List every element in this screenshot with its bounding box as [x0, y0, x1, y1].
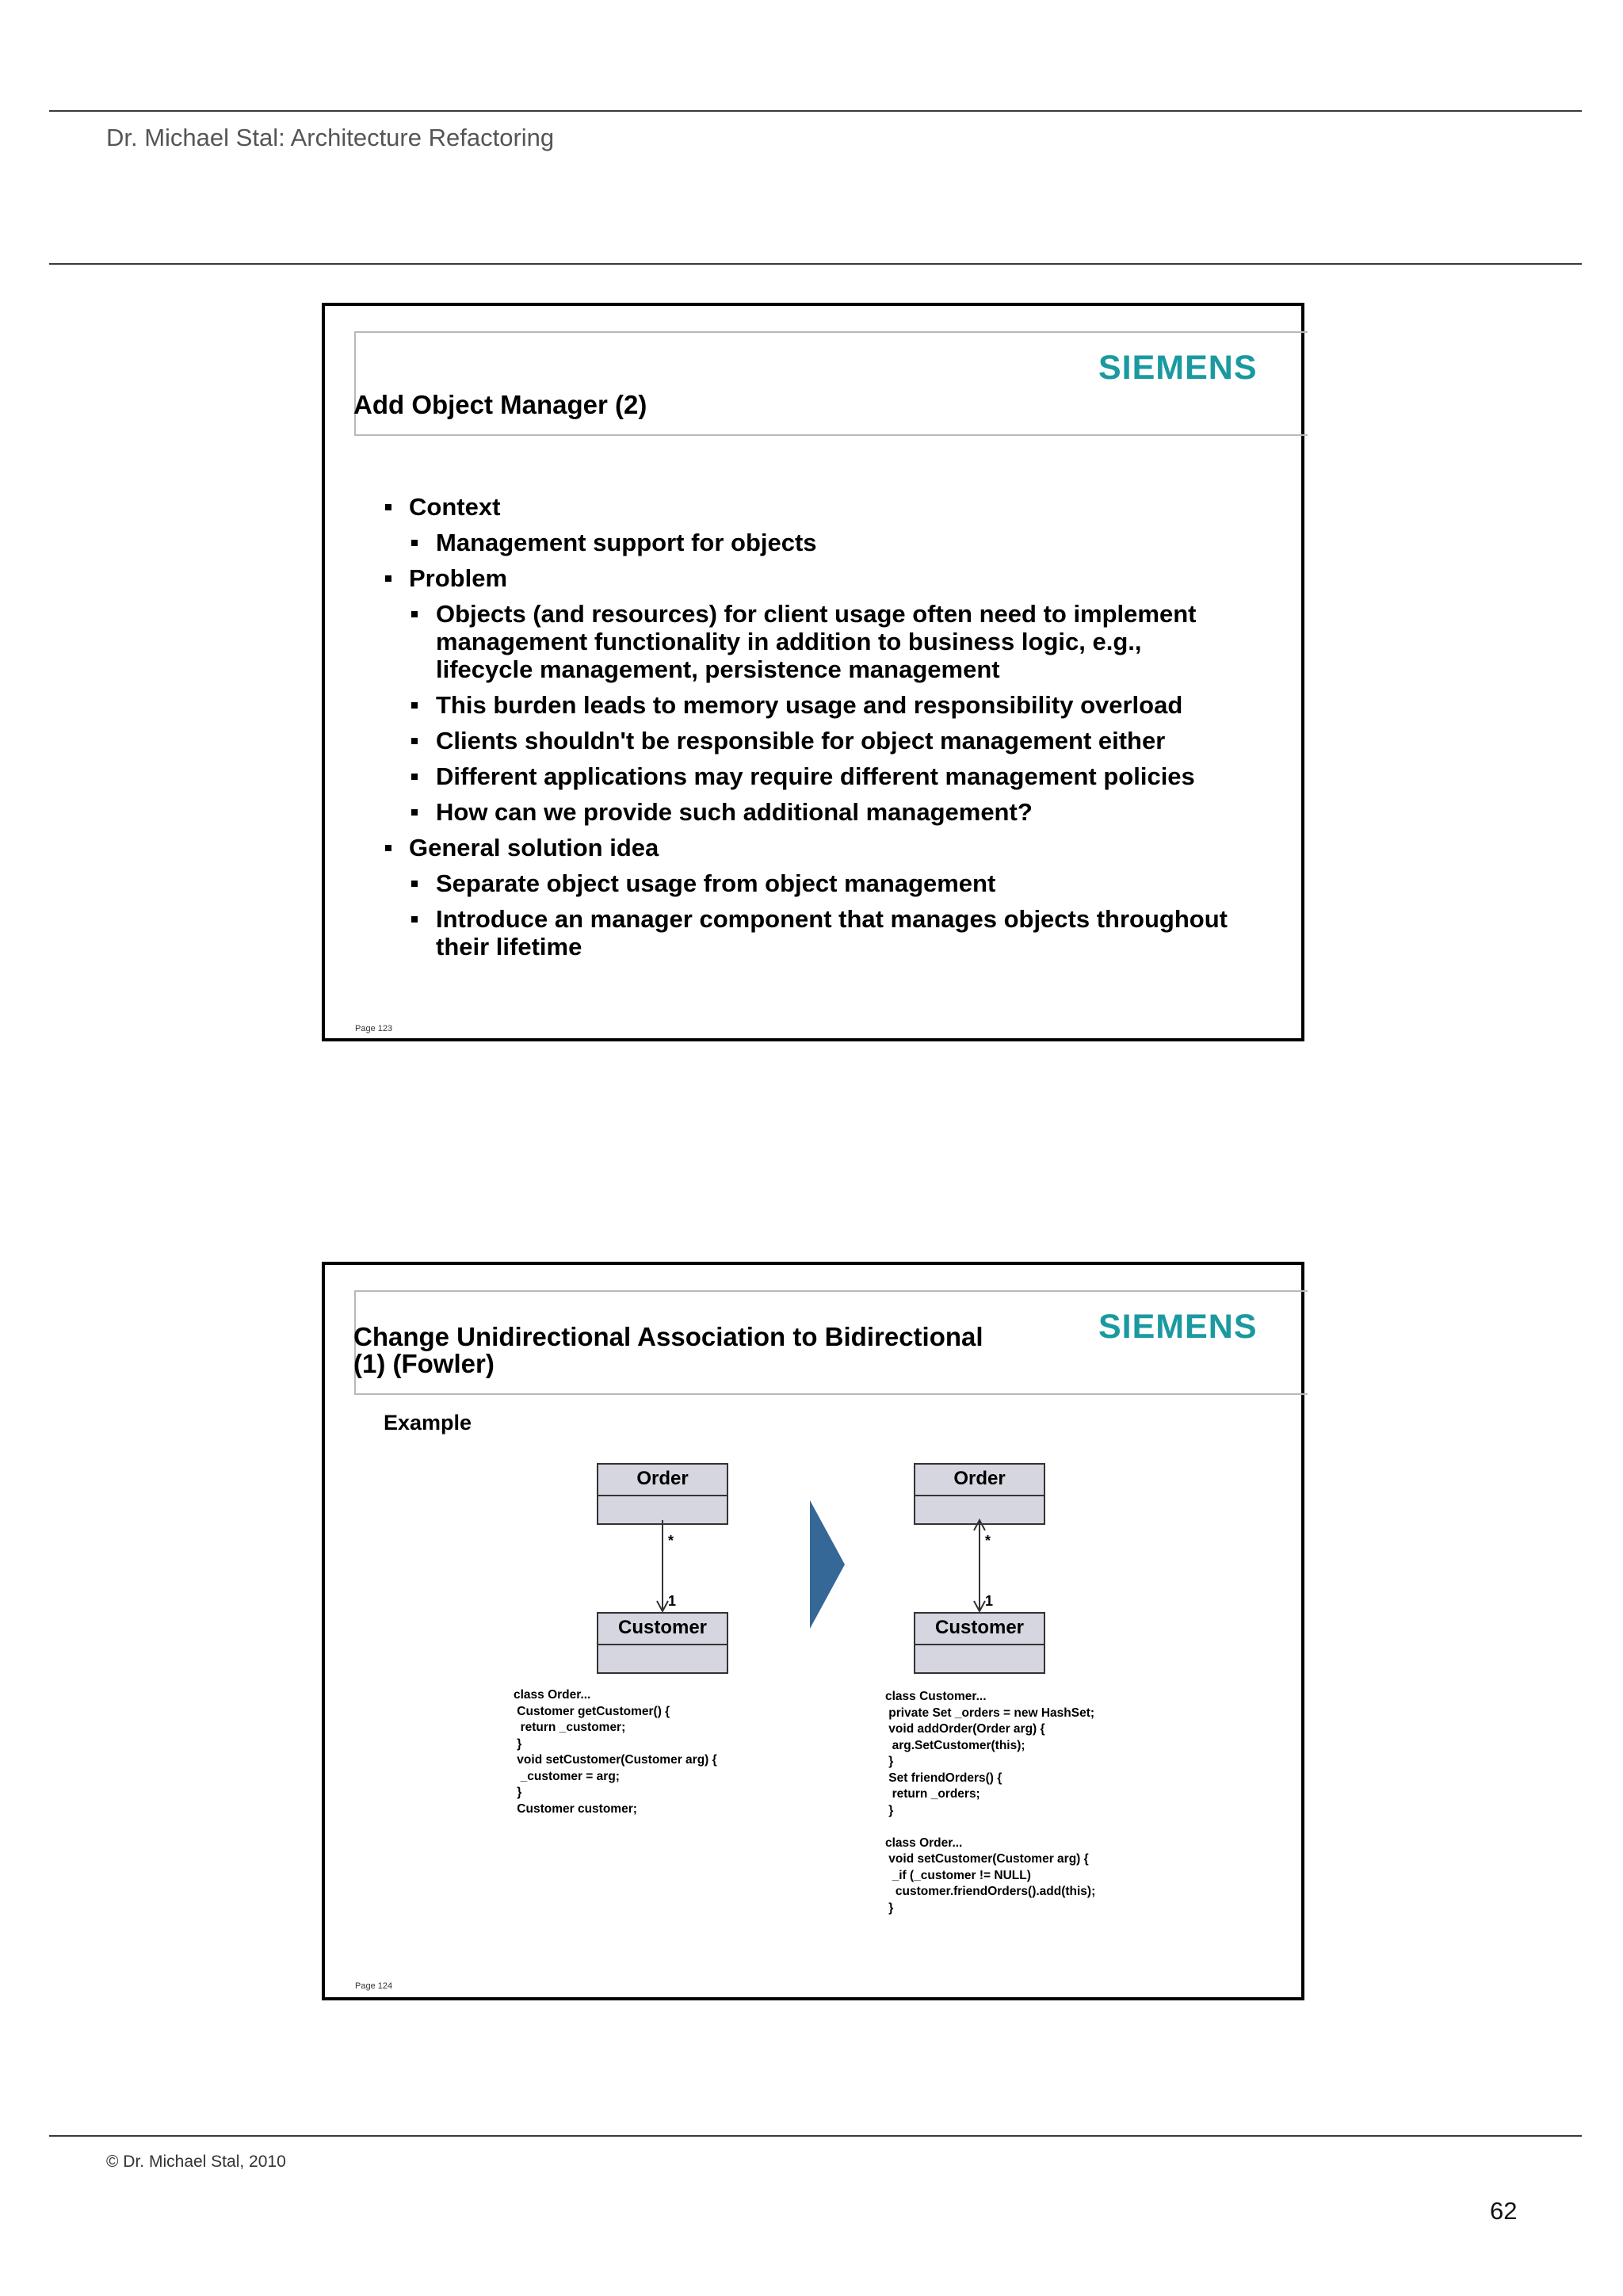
siemens-logo: SIEMENS [1098, 349, 1258, 387]
page-number: 62 [1490, 2197, 1518, 2225]
footer-copyright: © Dr. Michael Stal, 2010 [106, 2153, 286, 2171]
transform-arrow-icon [810, 1500, 845, 1629]
slide-add-object-manager [322, 303, 1304, 1041]
bullet-square-icon [411, 809, 418, 816]
bullet-item: Management support for objects [410, 529, 1244, 556]
bullet-square-icon [385, 504, 391, 510]
slide-title: Add Object Manager (2) [353, 390, 647, 419]
header-rule-top [49, 110, 1582, 112]
bullet-general-solution: General solution idea [384, 834, 659, 861]
uml-class-name: Order [915, 1465, 1044, 1496]
bullet-square-icon [385, 845, 391, 851]
arrowhead-down-icon [974, 1601, 985, 1611]
bullet-item: Clients shouldn't be responsible for object management either [410, 727, 1244, 755]
header-rule-bottom [49, 263, 1582, 265]
bullet-item: Different applications may require different management policies [410, 762, 1244, 790]
bullet-square-icon [411, 611, 418, 617]
uml-class-body [598, 1496, 727, 1523]
bullet-square-icon [385, 575, 391, 582]
arrowhead-down-icon [657, 1601, 668, 1611]
bullet-square-icon [411, 738, 418, 744]
uml-class-body [915, 1645, 1044, 1672]
bullet-square-icon [411, 881, 418, 887]
slide-title: Change Unidirectional Association to Bidirectional (1) (Fowler) [353, 1322, 983, 1378]
slide-change-association [322, 1262, 1304, 2000]
page-header: Dr. Michael Stal: Architecture Refactoring [106, 124, 555, 151]
bullet-item: Objects (and resources) for client usage often need to implement management functionality in addition to business logic, e.g., lifecycle management, persistence management [410, 600, 1244, 683]
code-listing-customer: class Customer... private Set _orders = new HashSet; void addOrder(Order arg) { arg.SetCustomer(this); } Set friendOrders() { return _orders; } class Order... void setCustomer(Customer arg) { _if (_customer != NULL) customer.friendOrders().add(this); } [885, 1690, 1096, 1915]
uml-class-body [598, 1645, 727, 1672]
multiplicity-many: * [985, 1533, 991, 1549]
bullet-item: Introduce an manager component that manages objects throughout their lifetime [410, 905, 1242, 961]
footer-rule [49, 2135, 1582, 2137]
bullet-problem: Problem [384, 564, 507, 592]
multiplicity-one: 1 [985, 1593, 994, 1609]
bullet-context: Context [384, 493, 500, 521]
bullet-square-icon [411, 702, 418, 709]
multiplicity-one: 1 [668, 1593, 677, 1609]
bullet-square-icon [411, 916, 418, 923]
uml-class-order-left [597, 1463, 728, 1525]
uml-class-name: Customer [598, 1614, 727, 1645]
bullet-item: Separate object usage from object management [410, 869, 1244, 897]
uml-class-name: Order [598, 1465, 727, 1496]
uml-class-order-right [914, 1463, 1045, 1525]
uml-class-body [915, 1496, 1044, 1523]
bullet-square-icon [411, 540, 418, 546]
multiplicity-many: * [668, 1533, 674, 1549]
example-label: Example [384, 1411, 472, 1435]
uml-class-customer-right [914, 1612, 1045, 1674]
code-listing-order: class Order... Customer getCustomer() { return _customer; } void setCustomer(Customer arg) { _customer = arg; } Customer customer; [514, 1688, 717, 1816]
siemens-logo: SIEMENS [1098, 1308, 1258, 1346]
bullet-item: How can we provide such additional management? [410, 798, 1244, 826]
slide-page-number: Page 124 [355, 1981, 393, 1991]
bullet-square-icon [411, 774, 418, 780]
uml-class-name: Customer [915, 1614, 1044, 1645]
bullet-item: This burden leads to memory usage and responsibility overload [410, 691, 1244, 719]
slide-page-number: Page 123 [355, 1024, 393, 1033]
uml-class-customer-left [597, 1612, 728, 1674]
